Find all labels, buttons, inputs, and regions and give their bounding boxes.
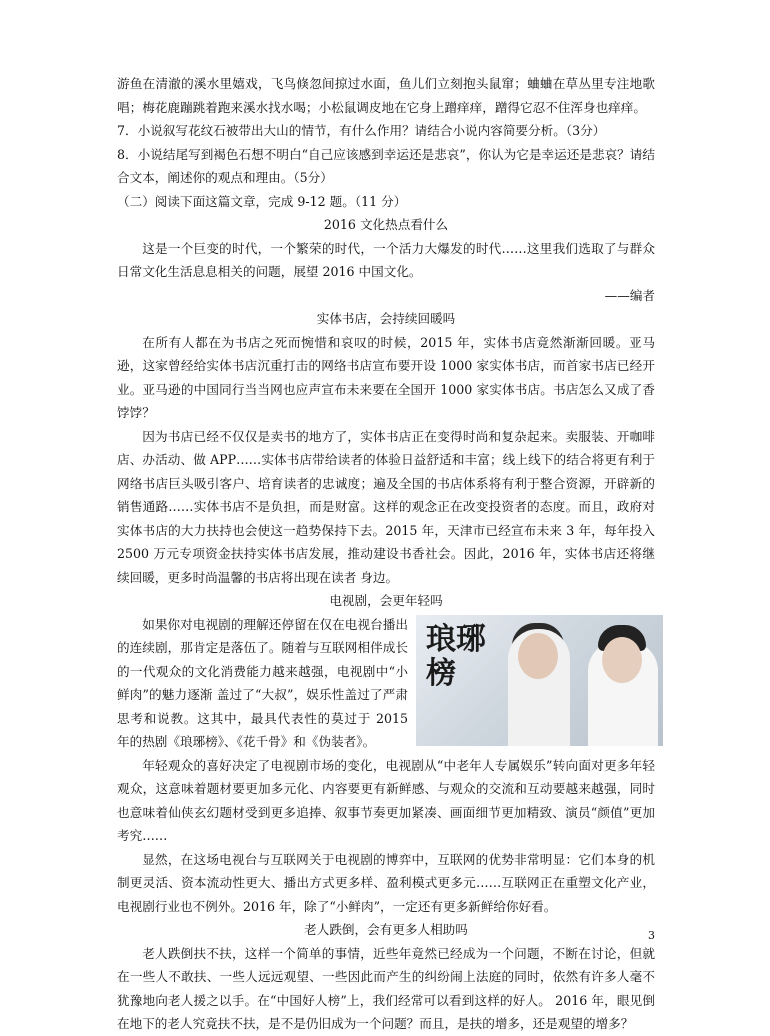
section3-paragraph-1: 老人跌倒扶不扶，这样一个简单的事情，近些年竟然已经成为一个问题，不断在讨论，但就在一些人不敢扶、一些人远远观望、一些因此而产生的纠纷闹上法庭的同时，依然有许多人毫不犹豫地向老人援之以手。在“中国好人榜”上，我们经常可以看到这样的好人。 2016 年，眼见倒 在地下的老人究竟扶不扶，是不是仍旧成为一个问题？而且，是扶的增多，还是观望的增多？ [117, 945, 655, 1031]
section2-paragraph-3: 显然，在这场电视台与互联网关于电视剧的博弈中，互联网的优势非常明显：它们本身的机制更灵活、资本流动性更大、播出方式更多样、盈利模式更多元……互联网正在重塑文化产业，电视剧行业也不例外。2016 年，除了“小鲜肉”，一定还有更多新鲜给你好看。 [117, 851, 655, 914]
article-title: 2016 文化热点看什么 [323, 217, 449, 232]
document-page [117, 72, 655, 1036]
section-instruction: （二）阅读下面这篇文章，完成 9-12 题。（11 分） [117, 193, 407, 209]
section3-heading: 老人跌倒，会有更多人相助吗 [304, 922, 468, 937]
section2-paragraph-1: 如果你对电视剧的理解还停留在仅在电视台播出的连续剧，那肯定是落伍了。随着与互联网相伴成长的一代观众的文化消费能力越来越强，电视剧中“小鲜肉”的魅力逐渐 盖过了“大叔”，娱乐性盖过了严肃思考和说教。这其中，最具代表性的莫过于 2015 年的热剧《琅琊榜》、《花千骨》和《伪装者》。 [117, 616, 408, 749]
section1-heading: 实体书店，会持续回暖吗 [316, 311, 456, 326]
article-intro: 这是一个巨变的时代，一个繁荣的时代，一个活力大爆发的时代……这里我们选取了与群众日常文化生活息息相关的问题，展望 2016 中国文化。 [117, 240, 655, 279]
section2-paragraph-2: 年轻观众的喜好决定了电视剧市场的变化，电视剧从“中老年人专属娱乐”转向面对更多年轻观众，这意味着题材要更加多元化、内容要更有新鲜感、与观众的交流和互动要越来越强，同时也意味着仙侠玄幻题材受到更多追捧、叙事节奏更加紧凑、画面细节更加精致、演员“颜值”更加考究…… [117, 757, 655, 843]
paragraph-continued: 游鱼在清澈的溪水里嬉戏，飞鸟倏忽间掠过水面，鱼儿们立刻抱头鼠窜；蛐蛐在草丛里专注地歌唱；梅花鹿蹦跳着跑来溪水找水喝；小松鼠调皮地在它身上蹭痒痒，蹭得它忍不住浑身也痒痒。 [117, 76, 655, 115]
question-8: 8．小说结尾写到褐色石想不明白“自己应该感到幸运还是悲哀”，你认为它是幸运还是悲哀？请结合文本，阐述你的观点和理由。（5分） [117, 146, 655, 185]
poster-calligraphy: 琅琊榜 [426, 621, 486, 691]
section1-paragraph-2: 因为书店已经不仅仅是卖书的地方了，实体书店正在变得时尚和复杂起来。卖服装、开咖啡店、办活动、做 APP……实体书店带给读者的体验日益舒适和丰富；线上线下的结合将更有利于网络书店巨头吸引客户、培育读者的忠诚度；遍及全国的书店体系将有利于整合资源，开辟新的销售通路……实体书店不是负担，而是财富。这样的观念正在改变投资者的态度。而且，政府对实体书店的大力扶持也会使这一趋势保持下去。2015 年，天津市已经宣布未来 3 年，每年投入 2500 万元专项资金扶持实体书店发展，推动建设书香社会。因此，2016 年，实体书店还将继续回暖，更多时尚温馨的书店将出现在读者 身边。 [117, 428, 655, 585]
page-number: 3 [648, 929, 655, 942]
section2-heading: 电视剧，会更年轻吗 [329, 593, 443, 608]
actress-face [518, 633, 558, 679]
actor-face [602, 637, 642, 683]
section1-paragraph-1: 在所有人都在为书店之死而惋惜和哀叹的时候，2015 年，实体书店竟然渐渐回暖。亚马逊，这家曾经给实体书店沉重打击的网络书店宣布要开设 1000 家实体书店，而首家书店已经开业。亚马逊的中国同行当当网也应声宣布未来要在全国开 1000 家实体书店。书店怎么又成了香饽饽？ [117, 334, 655, 420]
editor-signature: ——编者 [604, 287, 655, 303]
question-7: 7．小说叙写花纹石被带出大山的情节，有什么作用？请结合小说内容简要分析。（3分） [117, 123, 606, 138]
drama-poster-image [416, 615, 663, 746]
